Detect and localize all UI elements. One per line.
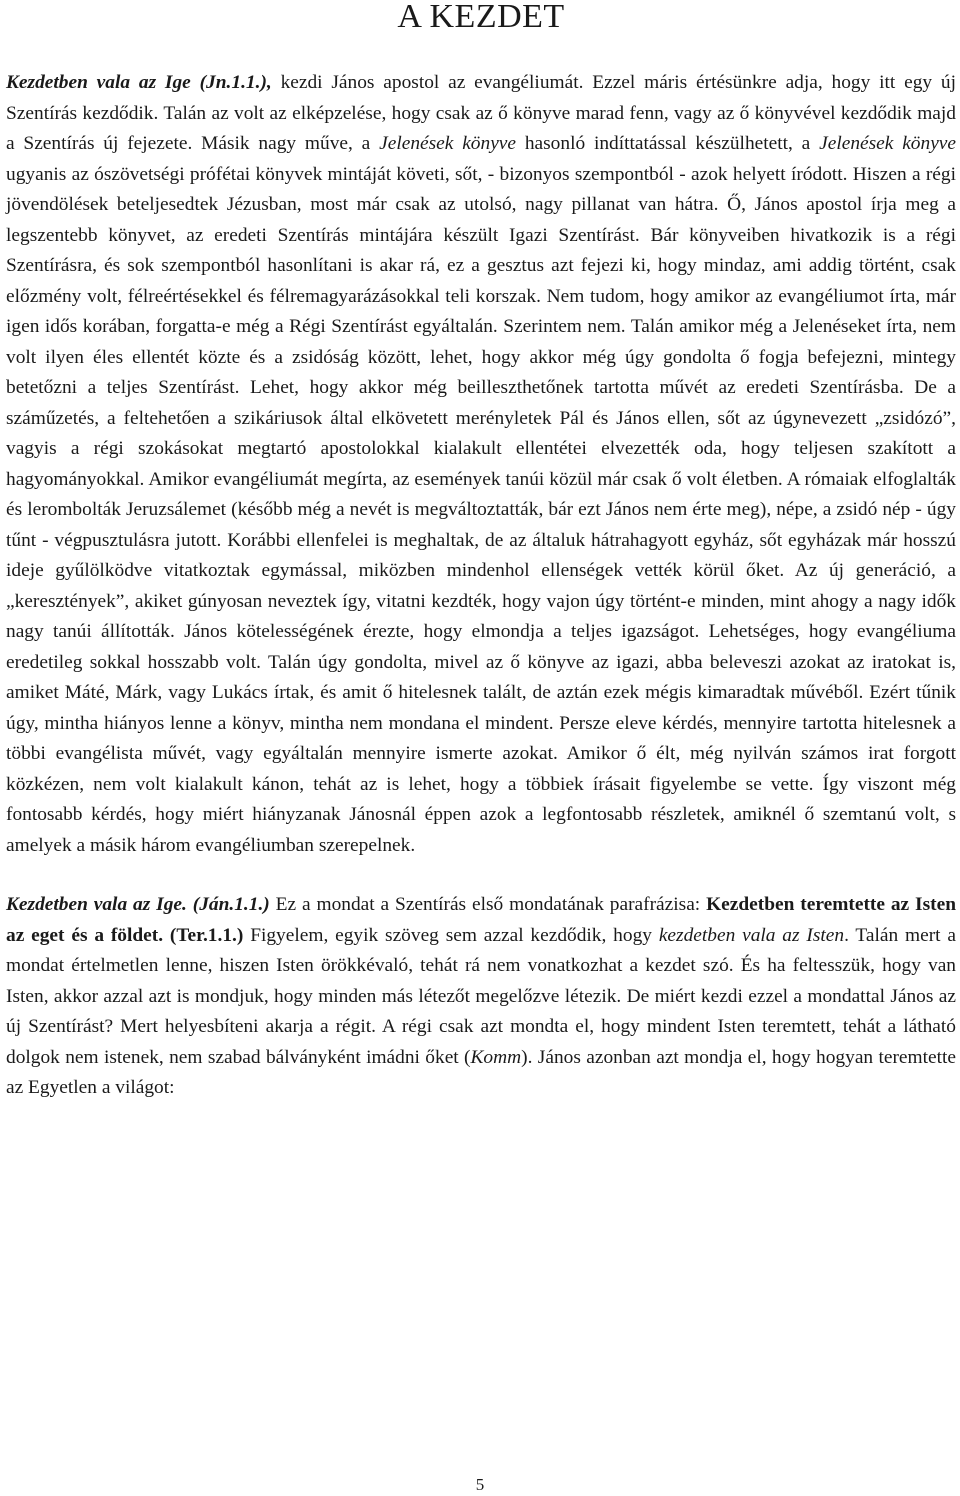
paragraph-2	[6, 890, 956, 1104]
document-page	[6, 0, 956, 1104]
paragraph-text: kezdi János apostol az evangéliumát. Ezzel máris értésünkre adja, hogy itt egy új Szentírás kezdődik. Talán az volt az elképzelése, hogy csak az ő könyve marad fenn, vagy az ő könyvével kezdődik majd a Szentírás új fejezete. Másik nagy műve, a	[6, 72, 956, 154]
scripture-quote: Kezdetben teremtette az Isten az eget és a földet. (Ter.1.1.)	[6, 894, 956, 946]
paragraph-text: hasonló indíttatással készülhetett, a	[516, 133, 820, 154]
paragraph-text: ). János azonban azt mondja el, hogy hogyan teremtette az Egyetlen a világot:	[6, 1046, 956, 1098]
page-title: A KEZDET	[397, 0, 565, 35]
paragraph-1	[6, 68, 956, 861]
paragraph-text: ugyanis az ószövetségi prófétai könyvek mintáját követi, sőt, - bizonyos szempontból - azok helyett íródott. Hiszen a régi jövendölések beteljesedtek Jézusban, most már csak az utolsó, nagy pillanat van hátra. Ő, János apostol írja meg a legszentebb könyvet, az eredeti Szentírás mintájára készült Igazi Szentírást. Bár könyveiben hivatkozik is a régi Szentírásra, és sok szempontból hasonlítani is akar rá, ez a gesztus azt fejezi ki, hogy mindaz, ami addig történt, csak előzmény volt, félreértésekkel és félremagyarázásokkal teli korszak. Nem tudom, hogy amikor az evangéliumot írta, már igen idős korában, forgatta-e még a Régi Szentírást egyáltalán. Szerintem nem. Talán amikor még a Jelenéseket írta, nem volt ilyen éles ellentét közte és a zsidóság között, lehet, hogy akkor még úgy gondolta ő fogja befejezni, mintegy betetőzni a teljes Szentírást. Lehet, hogy akkor még beilleszthetőnek tartotta művét az eredeti Szentírásba. De a száműzetés, a feltehetően a szikáriusok által elkövetett merényletek Pál és János ellen, sőt az úgynevezett „zsidózó”, vagyis a régi szokásokat megtartó apostolokkal kialakult ellentétei elvezették oda, hogy teljesen szakított a hagyományokkal. Amikor evangéliumát megírta, az események tanúi közül már csak ő volt életben. A rómaiak elfoglalták és lerombolták Jeruzsálemet (később még a nevét is megváltoztatták, bár ezt János nem érte meg), népe, a zsidó nép - úgy tűnt - végpusztulásra jutott. Korábbi ellenfelei is meghaltak, de az általuk hátrahagyott egyház, sőt egyházak már hosszú ideje gyűlölködve vitatkoztak egymással, miközben mindenhol ellenségek vették körül őket. Az új generáció, a „keresztények”, akiket gúnyosan neveztek így, vitatni kezdték, hogy vajon úgy történt-e minden, mint ahogy a nagy idők nagy tanúi állították. János kötelességének érezte, hogy elmondja a teljes igazságot. Lehetséges, hogy evangéliuma eredetileg sokkal hosszabb volt. Talán úgy gondolta, mivel az ő könyve az igazi, abba beleveszi azokat az iratokat is, amiket Máté, Márk, vagy Lukács írtak, és amit ő hitelesnek talált, de aztán ezek mégis kimaradtak művéből. Ezért tűnik úgy, mintha hiányos lenne a könyv, mintha nem mondana el mindent. Persze eleve kérdés, mennyire tartotta hitelesnek a többi evangélista művét, vagy egyáltalán mennyire ismerte azokat. Amikor ő élt, még nyilván számos irat forgott közkézen, nem volt kialakult kánon, tehát az is lehet, hogy a többiek írásait figyelembe se vette. Így viszont még fontosabb kérdés, hogy miért hiányzanak Jánosnál éppen azok a legfontosabb részletek, amiknél ő szemtanú volt, s amelyek a másik három evangéliumban szerepelnek.	[6, 163, 956, 856]
emphasized-phrase: kezdetben vala az Isten	[658, 924, 845, 946]
paragraph-text: Ez a mondat a Szentírás első mondatának parafrázisa:	[269, 894, 707, 915]
book-title: Jelenések könyve	[379, 133, 517, 154]
scripture-reference: Kezdetben vala az Ige. (Ján.1.1.)	[6, 894, 270, 915]
scripture-reference: Kezdetben vala az Ige (Jn.1.1.),	[6, 72, 272, 93]
page-number: 5	[475, 1475, 485, 1494]
book-title: Jelenések könyve	[819, 133, 957, 154]
paragraph-text: Figyelem, egyik szöveg sem azzal kezdődik, hogy	[243, 924, 659, 946]
comment-reference: Komm	[470, 1046, 522, 1068]
paragraph-text: . Talán mert a mondat értelmetlen lenne, hiszen Isten örökkévaló, tehát rá nem vonatkozhat a kezdet szó. És ha feltesszük, hogy van Isten, akkor azzal azt is mondjuk, hogy minden más létezőt megelőzve létezik. De miért kezdi ezzel a mondattal János az új Szentírást? Mert helyesbíteni akarja a régit. A régi csak azt mondta el, hogy mindent Isten teremtett, tehát a látható dolgok nem istenek, nem szabad bálványként imádni őket (	[6, 924, 957, 1068]
